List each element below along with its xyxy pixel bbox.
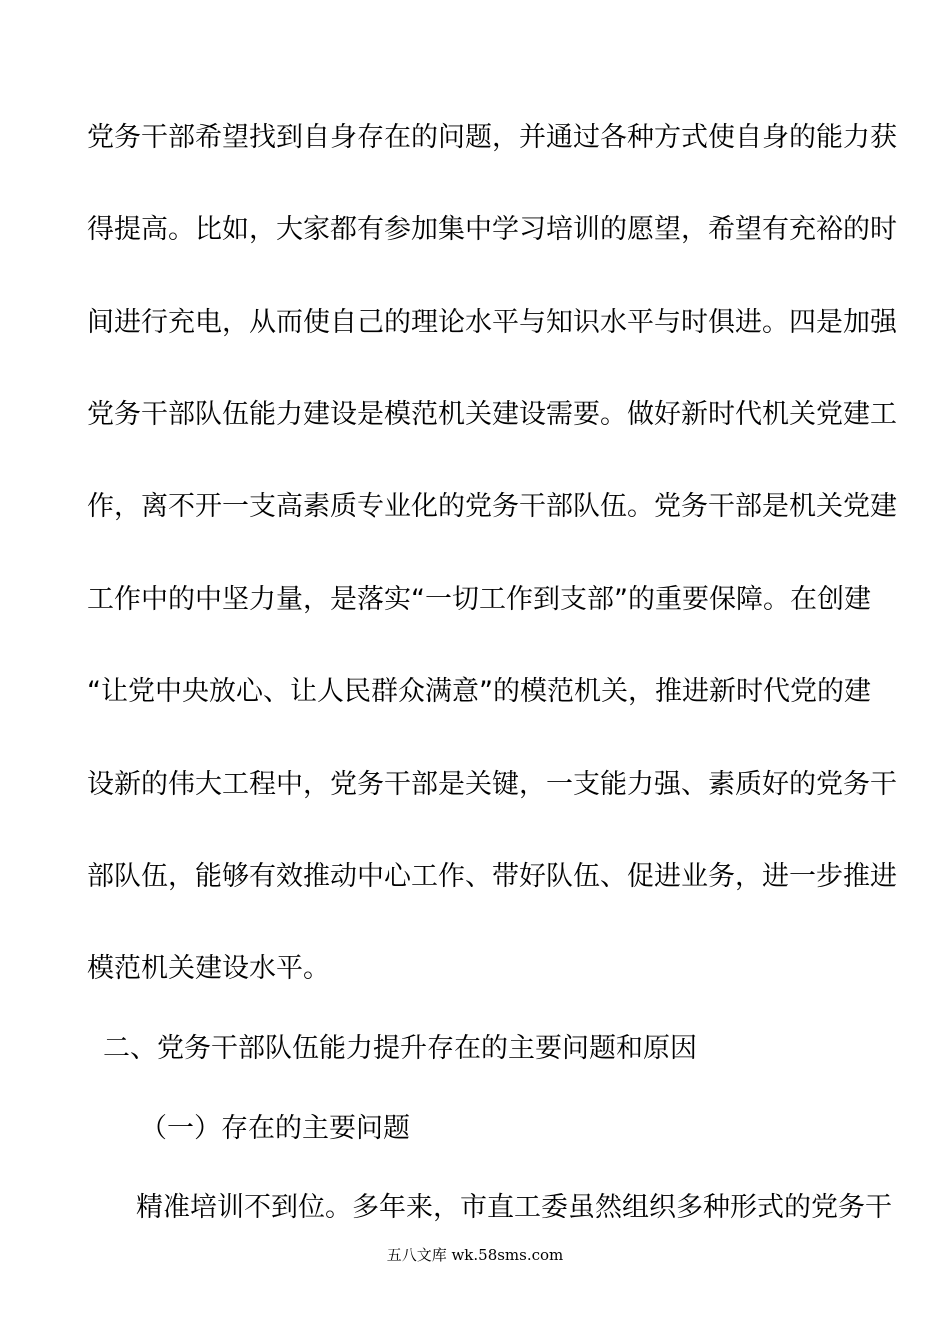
body-text-line: 部队伍，能够有效推动中心工作、带好队伍、促进业务，进一步推进: [87, 861, 897, 892]
footer-watermark: 五八文库 wk.58sms.com: [386, 1246, 564, 1264]
section-heading: 二、党务干部队伍能力提升存在的主要问题和原因: [103, 1033, 697, 1064]
body-text-line: 党务干部队伍能力建设是模范机关建设需要。做好新时代机关党建工: [87, 399, 897, 430]
body-text-line: 得提高。比如，大家都有参加集中学习培训的愿望，希望有充裕的时: [87, 214, 897, 245]
body-text-line: “让党中央放心、让人民群众满意”的模范机关，推进新时代党的建: [87, 676, 871, 707]
body-text-line: 作，离不开一支高素质专业化的党务干部队伍。党务干部是机关党建: [87, 491, 897, 522]
body-text-line: 党务干部希望找到自身存在的问题，并通过各种方式使自身的能力获: [87, 122, 897, 153]
body-text-line: 模范机关建设水平。: [87, 953, 330, 984]
paragraph-first-line: 精准培训不到位。多年来，市直工委虽然组织多种形式的党务干: [136, 1192, 892, 1223]
body-text-line: 间进行充电，从而使自己的理论水平与知识水平与时俱进。四是加强: [87, 307, 897, 338]
body-text-line: 设新的伟大工程中，党务干部是关键，一支能力强、素质好的党务干: [87, 769, 897, 800]
subsection-heading: （一）存在的主要问题: [140, 1113, 410, 1144]
body-text-line: 工作中的中坚力量，是落实“一切工作到支部”的重要保障。在创建: [87, 584, 871, 615]
